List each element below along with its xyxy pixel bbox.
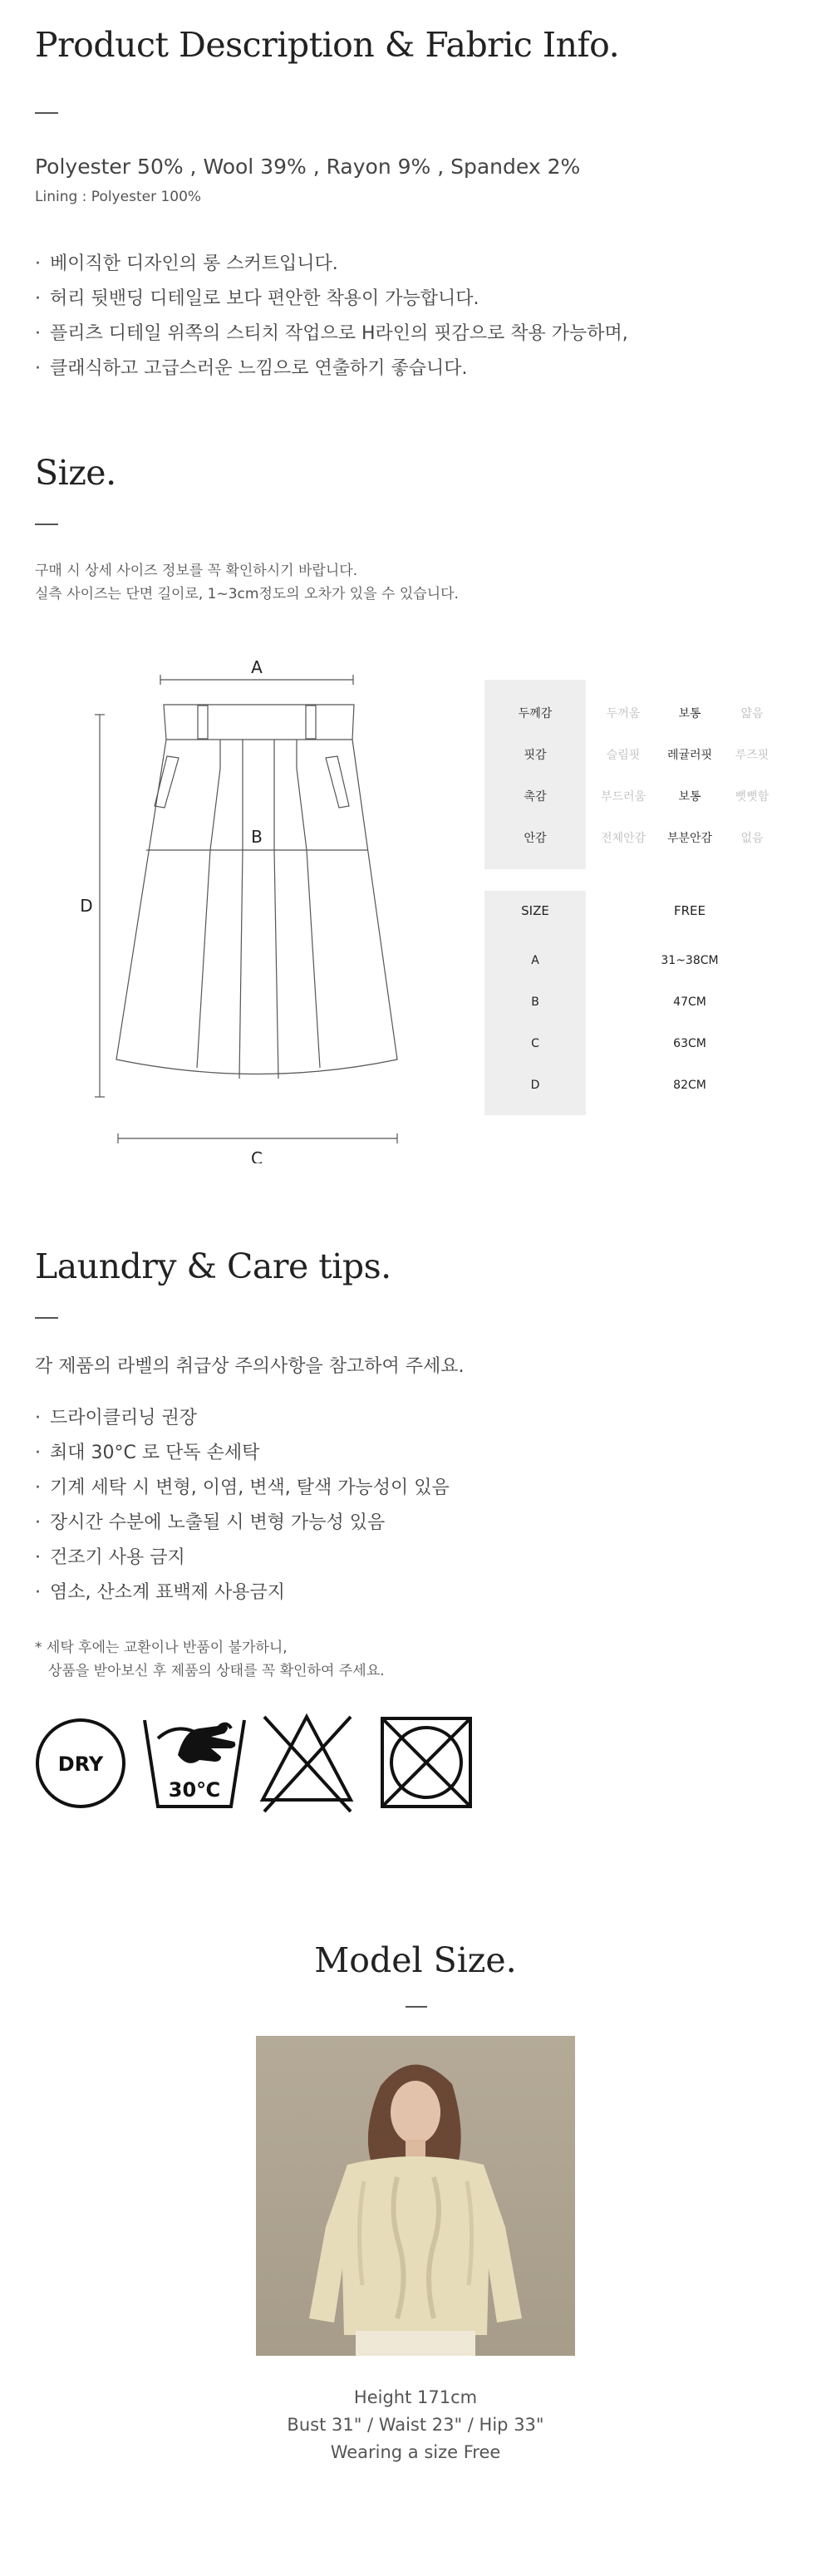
bullet-item: · 허리 뒷밴딩 디테일로 보다 편안한 착용이 가능합니다.	[35, 282, 628, 317]
laundry-note: 상품을 받아보신 후 제품의 상태를 꼭 확인하여 주세요.	[48, 1663, 385, 1679]
attr-option: 부드러움	[600, 790, 647, 804]
laundry-note: * 세탁 후에는 교환이나 반품이 불가하니,	[35, 1639, 288, 1656]
diagram-label-c: C	[251, 1148, 263, 1163]
model-photo	[256, 2036, 575, 2356]
model-title: Model Size.	[314, 1940, 517, 1980]
attr-label: 촉감	[524, 790, 547, 804]
diagram-label-b: B	[251, 827, 263, 847]
measure-value: 47CM	[673, 995, 706, 1009]
temp-icon-label: 30℃	[168, 1778, 221, 1802]
measure-label: C	[531, 1037, 539, 1050]
fabric-bullets	[35, 247, 628, 386]
fabric-title: Product Description & Fabric Info.	[35, 25, 620, 65]
no-bleach-icon	[263, 1717, 351, 1812]
diagram-label-a: A	[251, 657, 263, 677]
attr-label: 두께감	[518, 707, 553, 720]
bullet-item: · 베이직한 디자인의 롱 스커트입니다.	[35, 247, 628, 282]
attr-option: 전체안감	[600, 832, 647, 845]
care-icons	[35, 1713, 500, 1830]
attr-option-selected: 레귤러핏	[666, 749, 713, 762]
bullet-item: · 클래식하고 고급스러운 느낌으로 연출하기 좋습니다.	[35, 351, 628, 386]
laundry-intro: 각 제품의 라벨의 취급상 주의사항을 참고하여 주세요.	[35, 1356, 465, 1377]
attr-option-selected: 보통	[678, 707, 701, 720]
attr-option-selected: 부분안감	[666, 832, 713, 845]
measure-value: 82CM	[673, 1079, 706, 1092]
divider	[35, 524, 58, 525]
no-tumble-dry-icon	[382, 1718, 470, 1807]
laundry-bullets	[35, 1401, 450, 1610]
measure-value: 63CM	[673, 1037, 706, 1050]
size-note: 구매 시 상세 사이즈 정보를 꼭 확인하시기 바랍니다.	[35, 563, 358, 579]
skirt-diagram	[75, 648, 424, 1163]
hand-wash-icon	[145, 1720, 244, 1807]
fabric-lining: Lining : Polyester 100%	[35, 189, 202, 205]
attr-option: 두꺼움	[606, 707, 641, 720]
measure-label: B	[531, 995, 539, 1009]
attr-option: 없음	[740, 832, 764, 845]
divider	[406, 2006, 427, 2008]
size-note: 실측 사이즈는 단면 길이로, 1~3cm정도의 오차가 있을 수 있습니다.	[35, 586, 459, 602]
bullet-item: · 염소, 산소계 표백제 사용금지	[35, 1576, 450, 1610]
measure-header-free: FREE	[673, 903, 706, 918]
attr-option: 슬림핏	[606, 749, 641, 762]
measure-label: D	[530, 1079, 540, 1092]
bullet-item: · 드라이클리닝 권장	[35, 1401, 450, 1436]
fabric-composition: Polyester 50% , Wool 39% , Rayon 9% , Spandex 2%	[35, 155, 581, 179]
size-title: Size.	[35, 453, 116, 493]
measure-label: A	[531, 954, 539, 967]
attr-option: 루즈핏	[735, 749, 770, 762]
attr-label: 핏감	[524, 749, 547, 762]
bullet-item: · 최대 30°C 로 단독 손세탁	[35, 1436, 450, 1471]
bullet-item: · 장시간 수분에 노출될 시 변형 가능성 있음	[35, 1506, 450, 1541]
model-measures: Bust 31" / Waist 23" / Hip 33"	[287, 2415, 544, 2435]
divider	[35, 1317, 58, 1319]
model-height: Height 171cm	[353, 2387, 478, 2407]
bullet-item: · 기계 세탁 시 변형, 이염, 변색, 탈색 가능성이 있음	[35, 1471, 450, 1506]
attr-label: 안감	[524, 832, 547, 845]
attr-option: 뻣뻣함	[735, 790, 770, 804]
bullet-item: · 플리츠 디테일 위쪽의 스티치 작업으로 H라인의 핏감으로 착용 가능하며,	[35, 317, 628, 351]
model-wearing: Wearing a size Free	[330, 2442, 501, 2462]
attr-option-selected: 보통	[678, 790, 701, 804]
bullet-item: · 건조기 사용 금지	[35, 1541, 450, 1576]
measure-value: 31~38CM	[661, 954, 719, 967]
attr-option: 얇음	[740, 707, 764, 720]
diagram-label-d: D	[80, 896, 93, 916]
dry-clean-icon	[37, 1720, 124, 1807]
laundry-title: Laundry & Care tips.	[35, 1246, 391, 1286]
dry-icon-label: DRY	[57, 1753, 104, 1776]
divider	[35, 112, 58, 114]
measure-header-size: SIZE	[521, 903, 549, 918]
